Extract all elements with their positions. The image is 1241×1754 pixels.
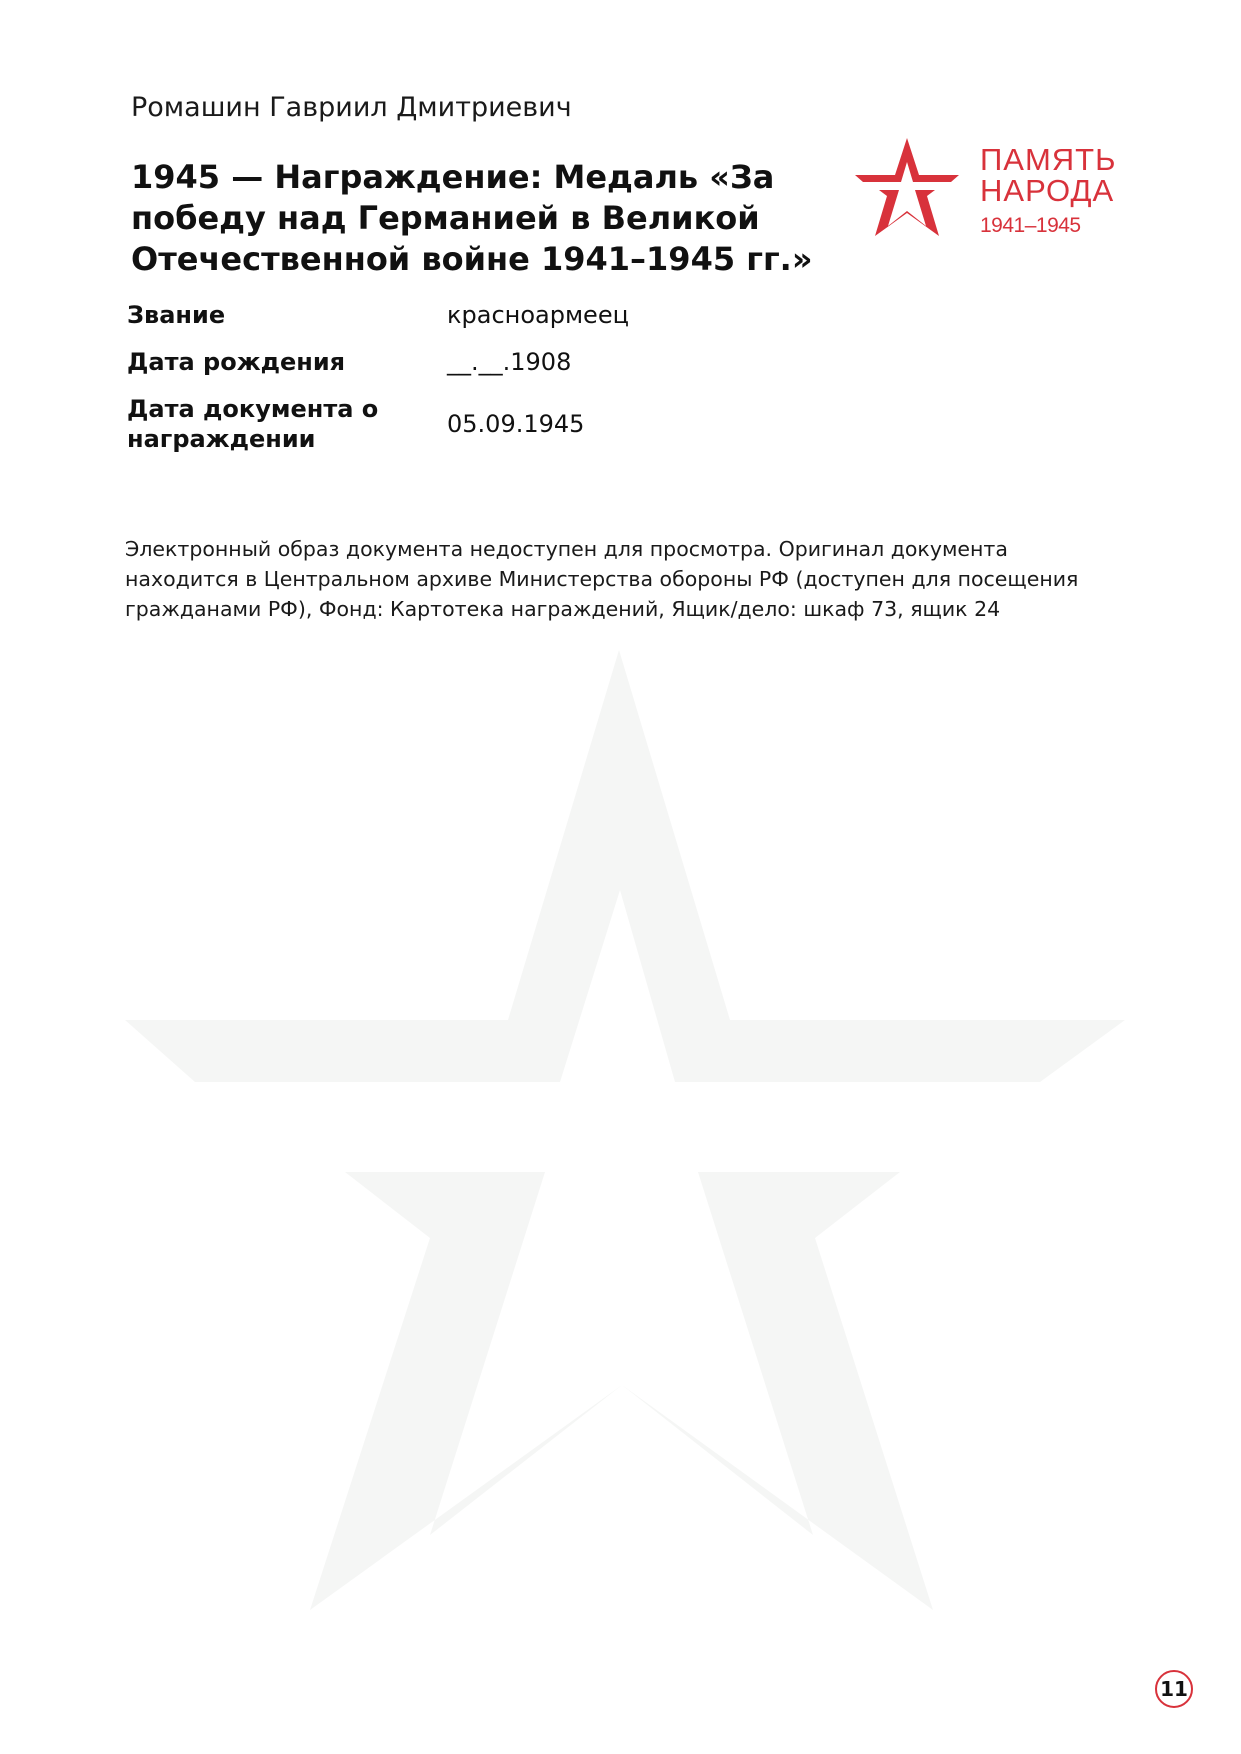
field-row-rank: [127, 300, 1027, 330]
field-value: __.__.1908: [447, 348, 572, 376]
pamyat-naroda-logo[interactable]: [855, 138, 1125, 248]
field-row-birth-date: [127, 347, 1027, 377]
logo-text: [980, 144, 1116, 238]
field-value: 05.09.1945: [447, 410, 585, 438]
field-value: красноармеец: [447, 301, 629, 329]
logo-line-1: ПАМЯТЬ: [980, 142, 1117, 177]
page-number: 11: [1155, 1670, 1193, 1708]
red-star-icon: [855, 138, 959, 242]
award-fields: [127, 300, 1027, 471]
field-label: Звание: [127, 301, 226, 329]
field-label: Дата документа о награждении: [127, 395, 379, 453]
star-watermark-icon: [125, 650, 1125, 1610]
person-name: Ромашин Гавриил Дмитриевич: [131, 92, 572, 123]
logo-line-2: НАРОДА: [980, 173, 1115, 208]
field-row-document-date: [127, 394, 1027, 454]
archive-note: Электронный образ документа недоступен для просмотра. Оригинал документа находится в Центральном архиве Министерства обороны РФ (доступен для посещения гражданами РФ), Фонд: Картотека награждений, Ящик/дело: шкаф 73, ящик 24: [125, 537, 1079, 621]
field-label: Дата рождения: [127, 348, 346, 376]
document-title: 1945 — Награждение: Медаль «За победу над Германией в Великой Отечественной войне 1941–1945 гг.»: [131, 158, 813, 278]
logo-years: 1941–1945: [980, 214, 1081, 237]
